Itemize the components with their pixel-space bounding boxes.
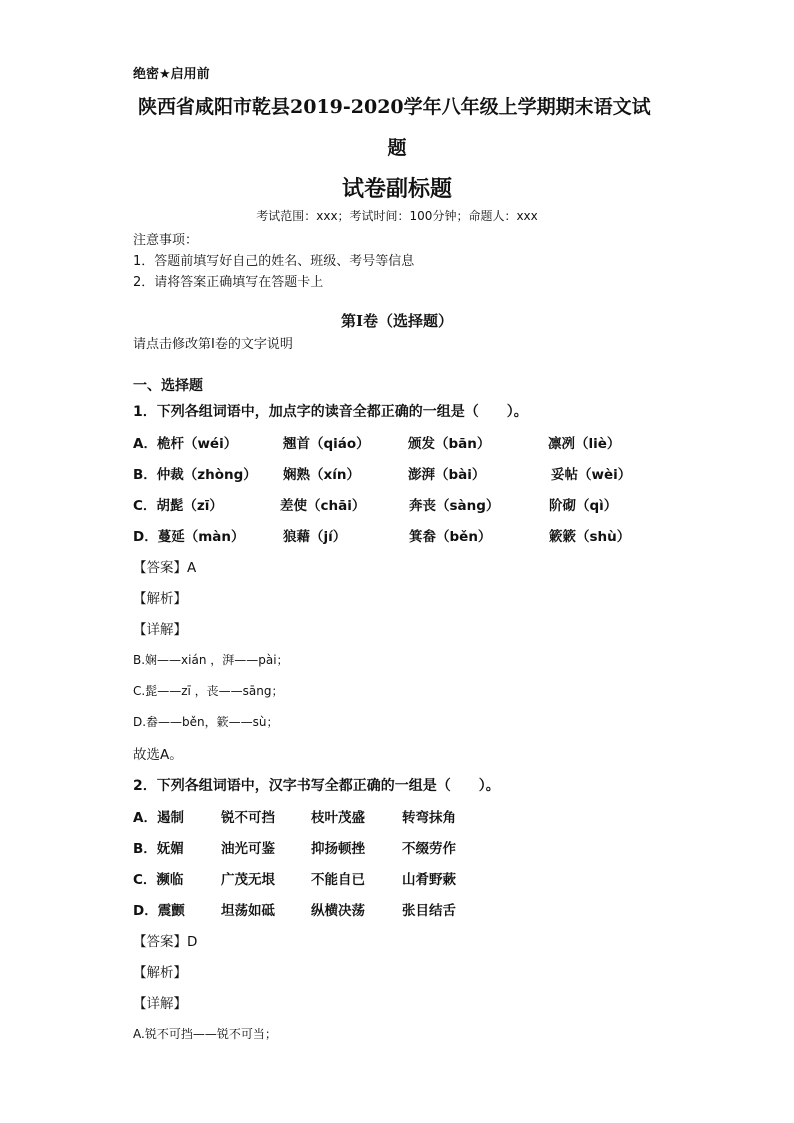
q2-detail-line: A.锐不可挡——锐不可当； bbox=[133, 1027, 277, 1041]
section-heading: 一、选择题 bbox=[133, 378, 203, 394]
q1-option-a-4: 凛冽（liè） bbox=[548, 436, 621, 452]
q1-option-b-4: 妥帖（wèi） bbox=[551, 467, 632, 483]
q1-option-b-3: 澎湃（bài） bbox=[408, 467, 486, 483]
q1-detail-line: D.畚——běn，簌——sù； bbox=[133, 715, 279, 729]
q2-detail-label: 【详解】 bbox=[133, 996, 187, 1012]
q1-option-c-1: C．胡髭（zī） bbox=[133, 498, 223, 514]
volume-description: 请点击修改第I卷的文字说明 bbox=[133, 337, 293, 352]
q1-detail-line: B.娴——xián ，湃——pài； bbox=[133, 653, 289, 667]
exam-info: 考试范围：xxx；考试时间：100分钟；命题人：xxx bbox=[256, 209, 538, 223]
q1-option-a-1: A．桅杆（wéi） bbox=[133, 436, 238, 452]
q1-option-b-1: B．仲裁（zhòng） bbox=[133, 467, 257, 483]
q2-option-d-4: 张目结舌 bbox=[402, 903, 456, 919]
q1-option-d-3: 箕畚（běn） bbox=[409, 529, 492, 545]
q2-option-b-4: 不缀劳作 bbox=[402, 841, 456, 857]
q1-option-d-4: 簌簌（shù） bbox=[549, 529, 631, 545]
q1-detail-label: 【详解】 bbox=[133, 622, 187, 638]
question-1-stem: 1．下列各组词语中，加点字的读音全都正确的一组是（ ）。 bbox=[133, 404, 528, 420]
volume-title: 第I卷（选择题） bbox=[340, 312, 454, 330]
q2-answer: 【答案】D bbox=[133, 934, 198, 950]
q2-option-a-2: 锐不可挡 bbox=[221, 810, 275, 826]
q2-option-b-1: B．妩媚 bbox=[133, 841, 184, 857]
q2-option-c-1: C．濒临 bbox=[133, 872, 184, 888]
notes-heading: 注意事项： bbox=[133, 233, 199, 248]
q1-answer: 【答案】A bbox=[133, 560, 197, 576]
notes-item-2: 2．请将答案正确填写在答题卡上 bbox=[133, 275, 324, 290]
q2-option-d-2: 坦荡如砥 bbox=[221, 903, 275, 919]
q1-detail-line: C.髭——zī ，丧——sāng； bbox=[133, 684, 284, 698]
paper-subtitle: 试卷副标题 bbox=[341, 176, 452, 202]
q1-analysis-label: 【解析】 bbox=[133, 591, 187, 607]
q1-option-b-2: 娴熟（xín） bbox=[283, 467, 360, 483]
question-2-stem: 2．下列各组词语中，汉字书写全都正确的一组是（ ）。 bbox=[133, 778, 500, 794]
q2-option-b-3: 抑扬顿挫 bbox=[311, 841, 365, 857]
title-line-2: 题 bbox=[387, 137, 407, 159]
q1-option-a-3: 颁发（bān） bbox=[408, 436, 491, 452]
title-line-1: 陕西省咸阳市乾县2019-2020学年八年级上学期期末语文试 bbox=[138, 96, 651, 118]
q2-option-d-1: D．震颤 bbox=[133, 903, 185, 919]
q2-option-b-2: 油光可鉴 bbox=[221, 841, 275, 857]
q1-option-d-2: 狼藉（jí） bbox=[283, 529, 347, 545]
q2-option-d-3: 纵横决荡 bbox=[311, 903, 365, 919]
q2-option-c-2: 广茂无垠 bbox=[221, 872, 275, 888]
q1-option-c-4: 阶砌（qì） bbox=[549, 498, 618, 514]
q1-option-d-1: D．蔓延（màn） bbox=[133, 529, 245, 545]
q2-analysis-label: 【解析】 bbox=[133, 965, 187, 981]
q1-option-a-2: 翘首（qiáo） bbox=[283, 436, 370, 452]
q1-option-c-2: 差使（chāi） bbox=[280, 498, 366, 514]
q2-option-c-4: 山肴野蔌 bbox=[402, 872, 456, 888]
q1-option-c-3: 奔丧（sàng） bbox=[409, 498, 500, 514]
notes-item-1: 1．答题前填写好自己的姓名、班级、考号等信息 bbox=[133, 254, 415, 269]
q2-option-a-3: 枝叶茂盛 bbox=[311, 810, 365, 826]
q2-option-c-3: 不能自已 bbox=[311, 872, 365, 888]
secret-mark: 绝密★启用前 bbox=[133, 67, 210, 82]
q2-option-a-1: A．遏制 bbox=[133, 810, 184, 826]
q2-option-a-4: 转弯抹角 bbox=[402, 810, 456, 826]
q1-conclusion: 故选A。 bbox=[133, 747, 183, 763]
